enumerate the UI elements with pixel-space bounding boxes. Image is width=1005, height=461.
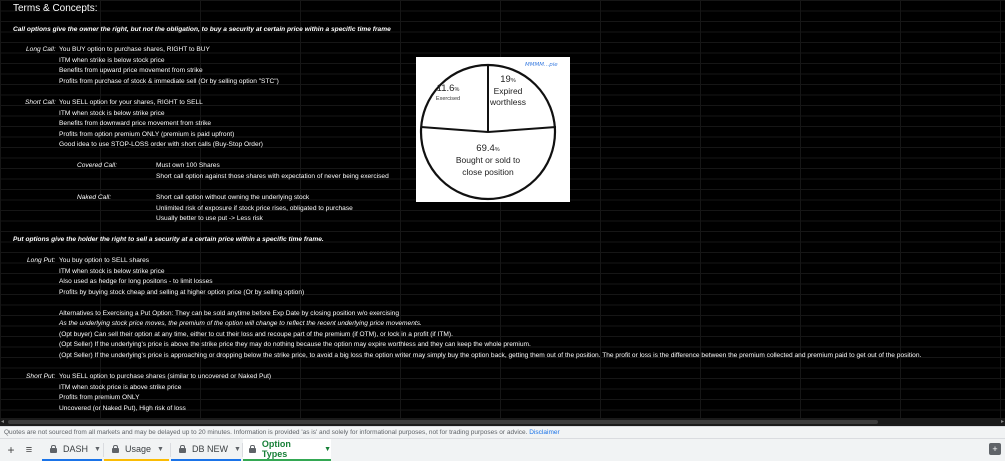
- long-put-label: Long Put:: [27, 257, 56, 264]
- scrollbar-thumb[interactable]: [8, 420, 878, 424]
- tab-dash[interactable]: [42, 439, 102, 459]
- short-put-line: Profits from premium ONLY: [59, 394, 140, 401]
- chevron-down-icon[interactable]: ▼: [324, 445, 331, 453]
- slice-label: worthless: [490, 97, 526, 107]
- lock-icon: [50, 445, 57, 453]
- slice-pct: 11.6%: [436, 83, 460, 94]
- lock-icon: [112, 445, 119, 453]
- alternatives-line: (Opt Seller) If the underlying's price is above the strike price they may do nothing because the option may expire worthless and they can keep the whole premium.: [59, 341, 531, 348]
- all-sheets-menu-icon[interactable]: ≡: [25, 444, 33, 456]
- long-put-line: Profits by buying stock cheap and selling at higher option price (Or by selling option): [59, 289, 305, 296]
- naked-call-label: Naked Call:: [77, 194, 112, 201]
- long-call-line: You BUY option to purchase shares, RIGHT to BUY: [59, 46, 210, 53]
- alternatives-line: (Opt Seller) If the underlying's price is approaching or dropping below the strike price, to avoid a big loss the option writer may simply buy the option back, getting them out of the position. The profit or loss is the difference between the premium collected and premium paid to get out of the position.: [59, 352, 922, 359]
- lock-icon: [249, 445, 256, 453]
- lock-icon: [179, 445, 186, 453]
- alternatives-italic-line: As the underlying stock price moves, the premium of the option will change to reflect the recent underlying price movements.: [59, 320, 422, 327]
- slice-pct: 19%: [500, 74, 516, 85]
- short-put-label: Short Put:: [26, 373, 56, 380]
- tab-option-types[interactable]: [243, 439, 331, 459]
- long-put-line: You buy option to SELL shares: [59, 257, 150, 264]
- short-call-label: Short Call:: [25, 99, 56, 106]
- short-call-line: You SELL option for your shares, RIGHT to SELL: [59, 99, 203, 106]
- pie-chart-svg: [416, 57, 570, 202]
- add-sheet-icon[interactable]: +: [7, 443, 15, 457]
- page-title: Terms & Concepts:: [13, 3, 98, 14]
- short-call-line: ITM when stock is below strike price: [59, 110, 165, 117]
- disclaimer-link[interactable]: Disclaimer: [529, 429, 560, 436]
- alternatives-heading: Alternatives to Exercising a Put Option: They can be sold anytime before Exp Date by closing position w/o exercising: [59, 310, 399, 317]
- long-call-label: Long Call:: [26, 46, 56, 53]
- pie-caption: MMMM...pie: [525, 62, 558, 68]
- naked-call-line: Short call option without owning the underlying stock: [156, 194, 310, 201]
- short-call-line: Benefits from downward price movement from strike: [59, 120, 212, 127]
- long-call-line: Benefits from upward price movement from strike: [59, 67, 203, 74]
- tab-label: DB NEW: [192, 444, 228, 454]
- disclaimer-bar: [0, 426, 1005, 438]
- horizontal-scrollbar[interactable]: [0, 418, 1005, 426]
- chevron-down-icon[interactable]: ▼: [94, 445, 101, 453]
- long-call-line: ITM when strike is below stock price: [59, 57, 165, 64]
- tab-label: Option Types: [261, 439, 291, 459]
- slice-label: close position: [462, 167, 514, 177]
- covered-call-line: Short call option against those shares with expectation of never being exercised: [156, 173, 389, 180]
- slice-label: Bought or sold to: [455, 155, 521, 165]
- naked-call-line: Unlimited risk of exposure if stock price rises, obligated to purchase: [156, 205, 353, 212]
- chevron-down-icon[interactable]: ▼: [234, 445, 241, 453]
- disclaimer-text: Quotes are not sourced from all markets and may be delayed up to 20 minutes. Information is provided 'as is' and solely for informational purposes, not for trading purposes or advice. Disclaimer: [4, 429, 560, 436]
- slice-label: Exercised: [435, 96, 461, 102]
- put-options-header: Put options give the holder the right to sell a security at a certain price within a specific time frame.: [13, 236, 324, 243]
- slice-pct: 69.4%: [476, 143, 500, 154]
- slice-label: Expired: [493, 86, 523, 96]
- tab-label: DASH: [63, 444, 89, 454]
- pie-chart-image[interactable]: [416, 57, 570, 202]
- short-call-line: Profits from option premium ONLY (premium is paid upfront): [59, 131, 235, 138]
- long-call-line: Profits from purchase of stock & immediate sell (Or by selling option "STC"): [59, 78, 279, 85]
- scroll-right-icon[interactable]: ▸: [1000, 419, 1004, 425]
- covered-call-label: Covered Call:: [77, 162, 117, 169]
- tab-label: Usage: [125, 444, 152, 454]
- chevron-down-icon[interactable]: ▼: [157, 445, 164, 453]
- long-put-line: ITM when stock is below strike price: [59, 268, 165, 275]
- short-put-line: Uncovered (or Naked Put), High risk of loss: [59, 405, 186, 412]
- call-options-header: Call options give the owner the right, but not the obligation, to buy a security at certain price within a specific time frame: [13, 26, 391, 33]
- short-put-line: ITM when stock price is above strike price: [59, 384, 182, 391]
- explore-icon[interactable]: +: [989, 443, 1001, 455]
- tab-db-new[interactable]: [171, 439, 241, 459]
- sheet-tab-bar: [0, 438, 1005, 461]
- short-call-line: Good idea to use STOP-LOSS order with short calls (Buy-Stop Order): [59, 141, 264, 148]
- covered-call-line: Must own 100 Shares: [156, 162, 220, 169]
- long-put-line: Also used as hedge for long positons - to limit losses: [59, 278, 213, 285]
- short-put-line: You SELL option to purchase shares (similar to uncovered or Naked Put): [59, 373, 272, 380]
- alternatives-line: (Opt buyer) Can sell their option at any time, either to cut their loss and recoupe part of the premium (if OTM), or lock in a profit (if ITM).: [59, 331, 453, 338]
- naked-call-line: Usually better to use put -> Less risk: [156, 215, 263, 222]
- tab-usage[interactable]: [104, 439, 169, 459]
- scroll-left-icon[interactable]: ◂: [1, 419, 5, 425]
